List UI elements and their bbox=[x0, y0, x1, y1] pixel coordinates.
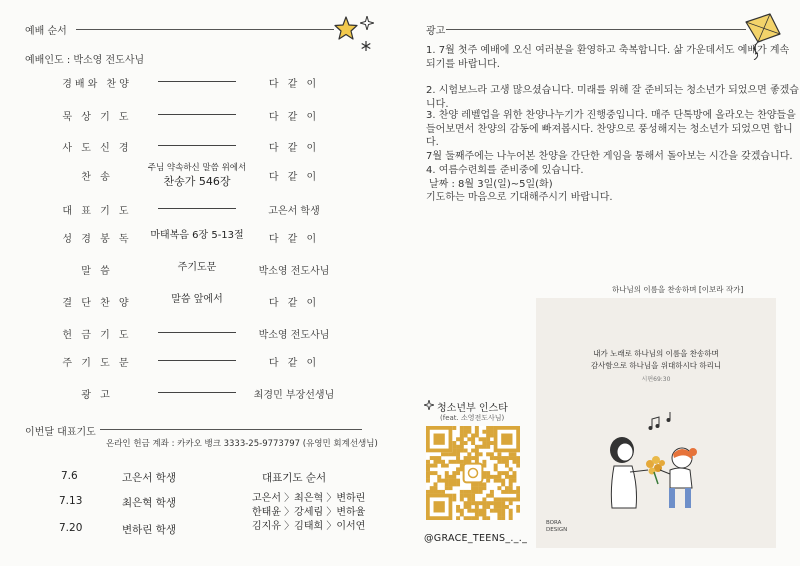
instagram-title: 청소년부 인스타 bbox=[437, 403, 508, 414]
prayer-name: 고은서 학생 bbox=[122, 472, 177, 484]
order-item-blank-line bbox=[158, 114, 236, 115]
order-item-detail: 주님 약속하신 말씀 위에서 찬송가 546장 bbox=[147, 163, 247, 188]
prayer-date: 7.20 bbox=[59, 522, 83, 534]
order-item-label: 대 표 기 도 bbox=[62, 206, 132, 217]
instagram-handle[interactable]: @GRACE_TEENS_._._ bbox=[424, 533, 528, 544]
title-divider bbox=[76, 29, 334, 30]
brand-mark: BORA DESIGN bbox=[546, 520, 568, 533]
verse-reference: 시편69:30 bbox=[641, 376, 671, 383]
order-item-blank-line bbox=[158, 392, 236, 393]
order-item-blank-line bbox=[158, 332, 236, 333]
instagram-qr-code[interactable] bbox=[426, 426, 520, 520]
announcement-item: 4. 여름수련회를 준비중에 있습니다. 날짜 : 8월 3일(일)~5일(화) 기도하는 마음으로 기대해주시기 바랍니다. bbox=[426, 165, 613, 203]
announcement-item: 3. 찬양 레벨업을 위한 찬양나누기가 진행중입니다. 매주 단톡방에 올라오는 찬양들을 들어보면서 찬양의 감동에 빠져봅시다. 찬양으로 풍성해지는 청소년가 되었으면 합니다. 7월 둘째주에는 나누어본 찬양을 간단한 게임을 통해서 돌아보는 시간을 갖겠습니다. bbox=[426, 110, 796, 162]
order-item-label: 묵 상 기 도 bbox=[62, 112, 132, 123]
order-item-person: 최경민 부장선생님 bbox=[253, 390, 335, 401]
prayer-divider bbox=[100, 429, 362, 430]
order-item-detail: 마태복음 6장 5-13절 bbox=[150, 230, 244, 241]
prayer-order-line: 한태윤 〉강세림 〉변하율 bbox=[252, 507, 366, 518]
announcement-item: 2. 시험보느라 고생 많으셨습니다. 미래를 위해 잘 준비되는 청소년가 되었으면 좋겠습니다. bbox=[426, 85, 799, 110]
sparkle-icon bbox=[424, 400, 434, 410]
order-item-person: 다 같 이 bbox=[268, 234, 320, 245]
order-item-blank-line bbox=[158, 145, 236, 146]
prayer-title: 이번달 대표기도 bbox=[25, 427, 96, 438]
order-item-label: 경배와 찬양 bbox=[62, 79, 132, 90]
order-item-person: 다 같 이 bbox=[268, 172, 320, 183]
order-title: 예배 순서 bbox=[25, 26, 67, 37]
order-item-person: 다 같 이 bbox=[268, 358, 320, 369]
order-item-label: 주 기 도 문 bbox=[62, 358, 132, 369]
announcement-divider bbox=[446, 29, 746, 30]
sparkle-icon bbox=[360, 16, 374, 30]
prayer-date: 7.13 bbox=[59, 495, 83, 507]
order-item-label: 찬 송 bbox=[81, 172, 113, 183]
order-item-label: 광 고 bbox=[81, 390, 113, 401]
order-item-person: 고은서 학생 bbox=[268, 206, 320, 217]
order-item-person: 다 같 이 bbox=[268, 298, 320, 309]
order-item-detail: 말씀 앞에서 bbox=[171, 294, 223, 305]
worship-leader: 예배인도 : 박소영 전도사님 bbox=[25, 55, 145, 66]
asterisk-icon bbox=[361, 41, 371, 51]
order-item-label: 헌 금 기 도 bbox=[62, 330, 132, 341]
order-item-blank-line bbox=[158, 208, 236, 209]
prayer-name: 변하린 학생 bbox=[122, 524, 177, 536]
order-item-person: 다 같 이 bbox=[268, 143, 320, 154]
prayer-order-line: 김지유 〉김태희 〉이서연 bbox=[252, 521, 366, 532]
instagram-subtitle: (feat. 소영전도사님) bbox=[440, 414, 505, 422]
verse-line: 감사함으로 하나님을 위대하시다 하리니 bbox=[590, 361, 722, 370]
order-item-label: 사 도 신 경 bbox=[62, 143, 132, 154]
announcement-title: 광고 bbox=[426, 26, 446, 37]
verse-line: 내가 노래로 하나님의 이름을 찬송하며 bbox=[593, 349, 719, 358]
order-item-person: 박소영 전도사님 bbox=[258, 266, 330, 277]
order-item-person: 다 같 이 bbox=[268, 112, 320, 123]
prayer-name: 최은혁 학생 bbox=[122, 497, 177, 509]
illustration-caption: 하나님의 이름을 찬송하며 [이보라 작가] bbox=[612, 285, 744, 294]
offering-account: 온라인 헌금 계좌 : 카카오 뱅크 3333-25-9773797 (유영민 회계선생님) bbox=[106, 439, 378, 449]
order-item-label: 결 단 찬 양 bbox=[62, 298, 132, 309]
order-item-detail: 주기도문 bbox=[177, 262, 217, 273]
order-item-blank-line bbox=[158, 360, 236, 361]
prayer-order-title: 대표기도 순서 bbox=[262, 472, 327, 484]
order-item-person: 다 같 이 bbox=[268, 79, 320, 90]
prayer-date: 7.6 bbox=[61, 470, 78, 482]
order-item-person: 박소영 전도사님 bbox=[258, 330, 330, 341]
prayer-order-line: 고은서 〉최은혁 〉변하린 bbox=[252, 493, 366, 504]
star-icon bbox=[334, 16, 358, 40]
order-item-label: 성 경 봉 독 bbox=[62, 234, 132, 245]
order-item-blank-line bbox=[158, 81, 236, 82]
order-item-label: 말 씀 bbox=[81, 266, 113, 277]
worship-illustration bbox=[600, 408, 715, 523]
announcement-item: 1. 7월 첫주 예배에 오신 여러분을 환영하고 축복합니다. 삶 가운데서도 예배가 계속 되기를 바랍니다. bbox=[426, 45, 790, 70]
